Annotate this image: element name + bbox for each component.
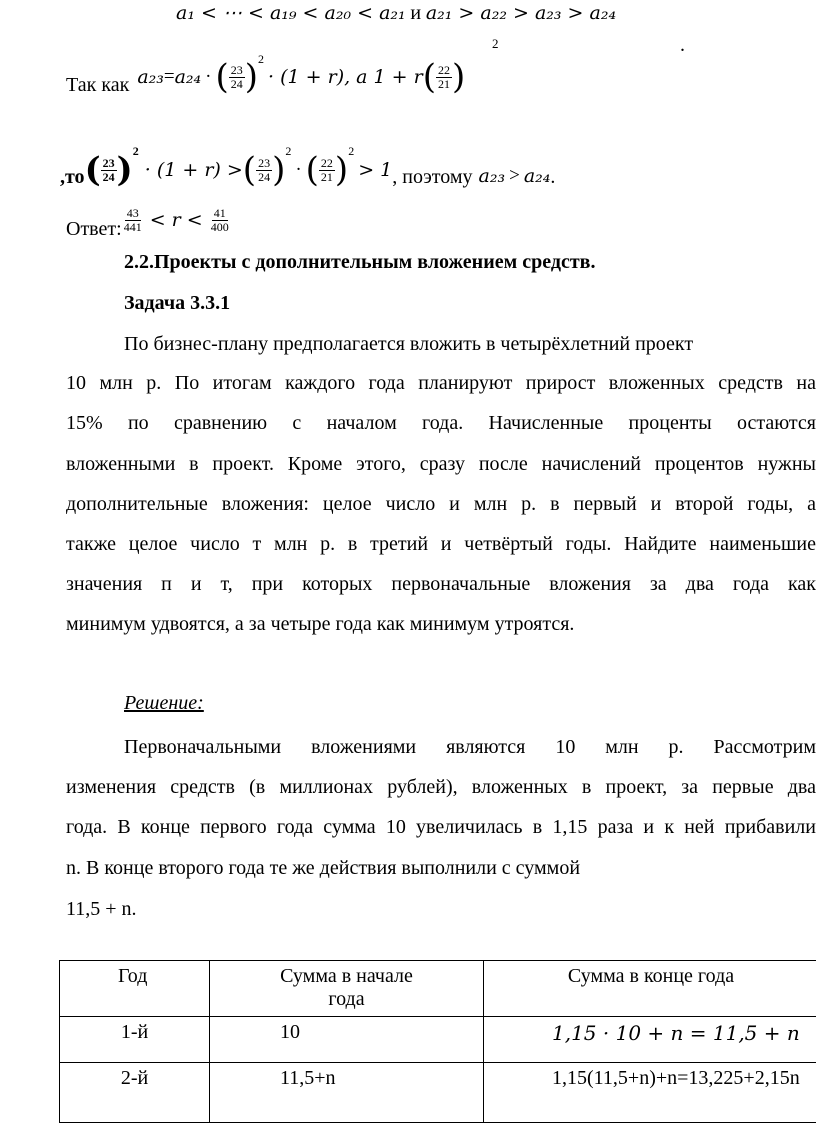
equals-sign: = bbox=[163, 66, 175, 87]
table-row: 2-й 11,5+n 1,15(11,5+n)+n=13,225+2,15n bbox=[60, 1063, 816, 1123]
conjunction: и bbox=[410, 2, 422, 24]
bold-fraction-23-24: $\frac{23}{24}$ bbox=[102, 155, 115, 184]
fraction-22-21-b: $\frac{22}{21}$ bbox=[320, 155, 333, 184]
since-line: Так как a₂₃ = a₂₄ · ( $\frac{23}{24}$ ) $^2$ · (1 + r), а 1 + r ( $\frac{22}{21}$ ) bbox=[66, 52, 466, 97]
problem-line-6: также целое число т млн р. в третий и четвёртый годы. Найдите наименьшие bbox=[66, 533, 816, 555]
problem-line-4: вложенными в проект. Кроме этого, сразу после начислений процентов нужны bbox=[66, 453, 816, 475]
solution-line-3: года. В конце первого года сумма 10 увеличилась в 1,15 раза и к ней прибавили bbox=[66, 816, 816, 838]
header-start-sum: Сумма в начале года bbox=[210, 961, 484, 1017]
dot-operator: · bbox=[205, 66, 212, 87]
answer-label: Ответ: bbox=[66, 217, 122, 240]
stray-exponent: 2 bbox=[492, 36, 499, 51]
decreasing-chain: a₂₁ > a₂₂ > a₂₃ > a₂₄ bbox=[425, 2, 617, 24]
answer-line bbox=[66, 198, 231, 242]
problem-line-2: 10 млн р. По итогам каждого года планируют прирост вложенных средств на bbox=[66, 372, 816, 394]
fraction-43-441: $\frac{43}{441}$ bbox=[123, 205, 142, 234]
problem-line-3: 15% по сравнению с началом года. Начисленные проценты остаются bbox=[66, 412, 816, 434]
fraction-22-21: $\frac{22}{21}$ bbox=[438, 62, 450, 91]
answer-inequality: < r < bbox=[149, 209, 203, 231]
a23-term: a₂₃ bbox=[137, 66, 164, 88]
problem-line-8: минимум удвоятся, а за четыре года как минимум утроятся. bbox=[66, 613, 575, 635]
therefore-text: , поэтому bbox=[392, 165, 473, 188]
problem-line-7: значения п и т, при которых первоначальные вложения за два года как bbox=[66, 573, 816, 595]
a24-term: a₂₄ bbox=[174, 66, 202, 88]
fraction-23-24-b: $\frac{23}{24}$ bbox=[258, 155, 271, 184]
sums-table bbox=[59, 960, 816, 1123]
table-header-row bbox=[60, 961, 816, 1017]
solution-line-5: 11,5 + n. bbox=[66, 898, 137, 920]
solution-line-2: изменения средств (в миллионах рублей), вложенных в проект, за первые два bbox=[66, 776, 816, 798]
problem-line-1: По бизнес-плану предполагается вложить в четырёхлетний проект bbox=[124, 333, 694, 355]
solution-line-1: Первоначальными вложениями являются 10 млн р. Рассмотрим bbox=[124, 736, 816, 758]
fraction-23-24: $\frac{23}{24}$ bbox=[230, 62, 243, 91]
increasing-chain: a₁ < ⋯ < a₁₉ < a₂₀ < a₂₁ bbox=[176, 2, 406, 24]
task-title: Задача 3.3.1 bbox=[124, 292, 231, 314]
since-tail: · (1 + r), а 1 + r bbox=[268, 66, 423, 88]
square-exponent: 2 bbox=[258, 52, 265, 66]
solution-line-4: n. В конце второго года те же действия выполнили с суммой bbox=[66, 857, 581, 879]
stray-dot: . bbox=[680, 34, 685, 56]
fraction-41-400: $\frac{41}{400}$ bbox=[210, 205, 229, 234]
table-row: 1-й 10 1,15 · 10 + n = 11,5 + n bbox=[60, 1017, 816, 1063]
top-inequality-line bbox=[176, 2, 616, 25]
header-year: Год bbox=[60, 961, 210, 1017]
then-line: ,то ( $\frac{23}{24}$ ) $^2$ · (1 + r) > ( $\frac{23}{24}$ ) $^2$ · ( $\frac{22}{21}$ ) $^2$ > 1 , поэтому a₂₃ > a₂₄ . bbox=[60, 144, 556, 190]
then-mid-1: · (1 + r) > bbox=[144, 159, 243, 181]
since-label: Так как bbox=[66, 73, 130, 96]
then-label: ,то bbox=[60, 165, 85, 188]
problem-line-5: дополнительные вложения: целое число и млн р. в первый и второй годы, а bbox=[66, 493, 816, 515]
solution-label: Решение: bbox=[124, 692, 204, 714]
header-end-sum: Сумма в конце года bbox=[484, 961, 816, 1017]
section-title: 2.2.Проекты с дополнительным вложением средств. bbox=[124, 251, 596, 273]
